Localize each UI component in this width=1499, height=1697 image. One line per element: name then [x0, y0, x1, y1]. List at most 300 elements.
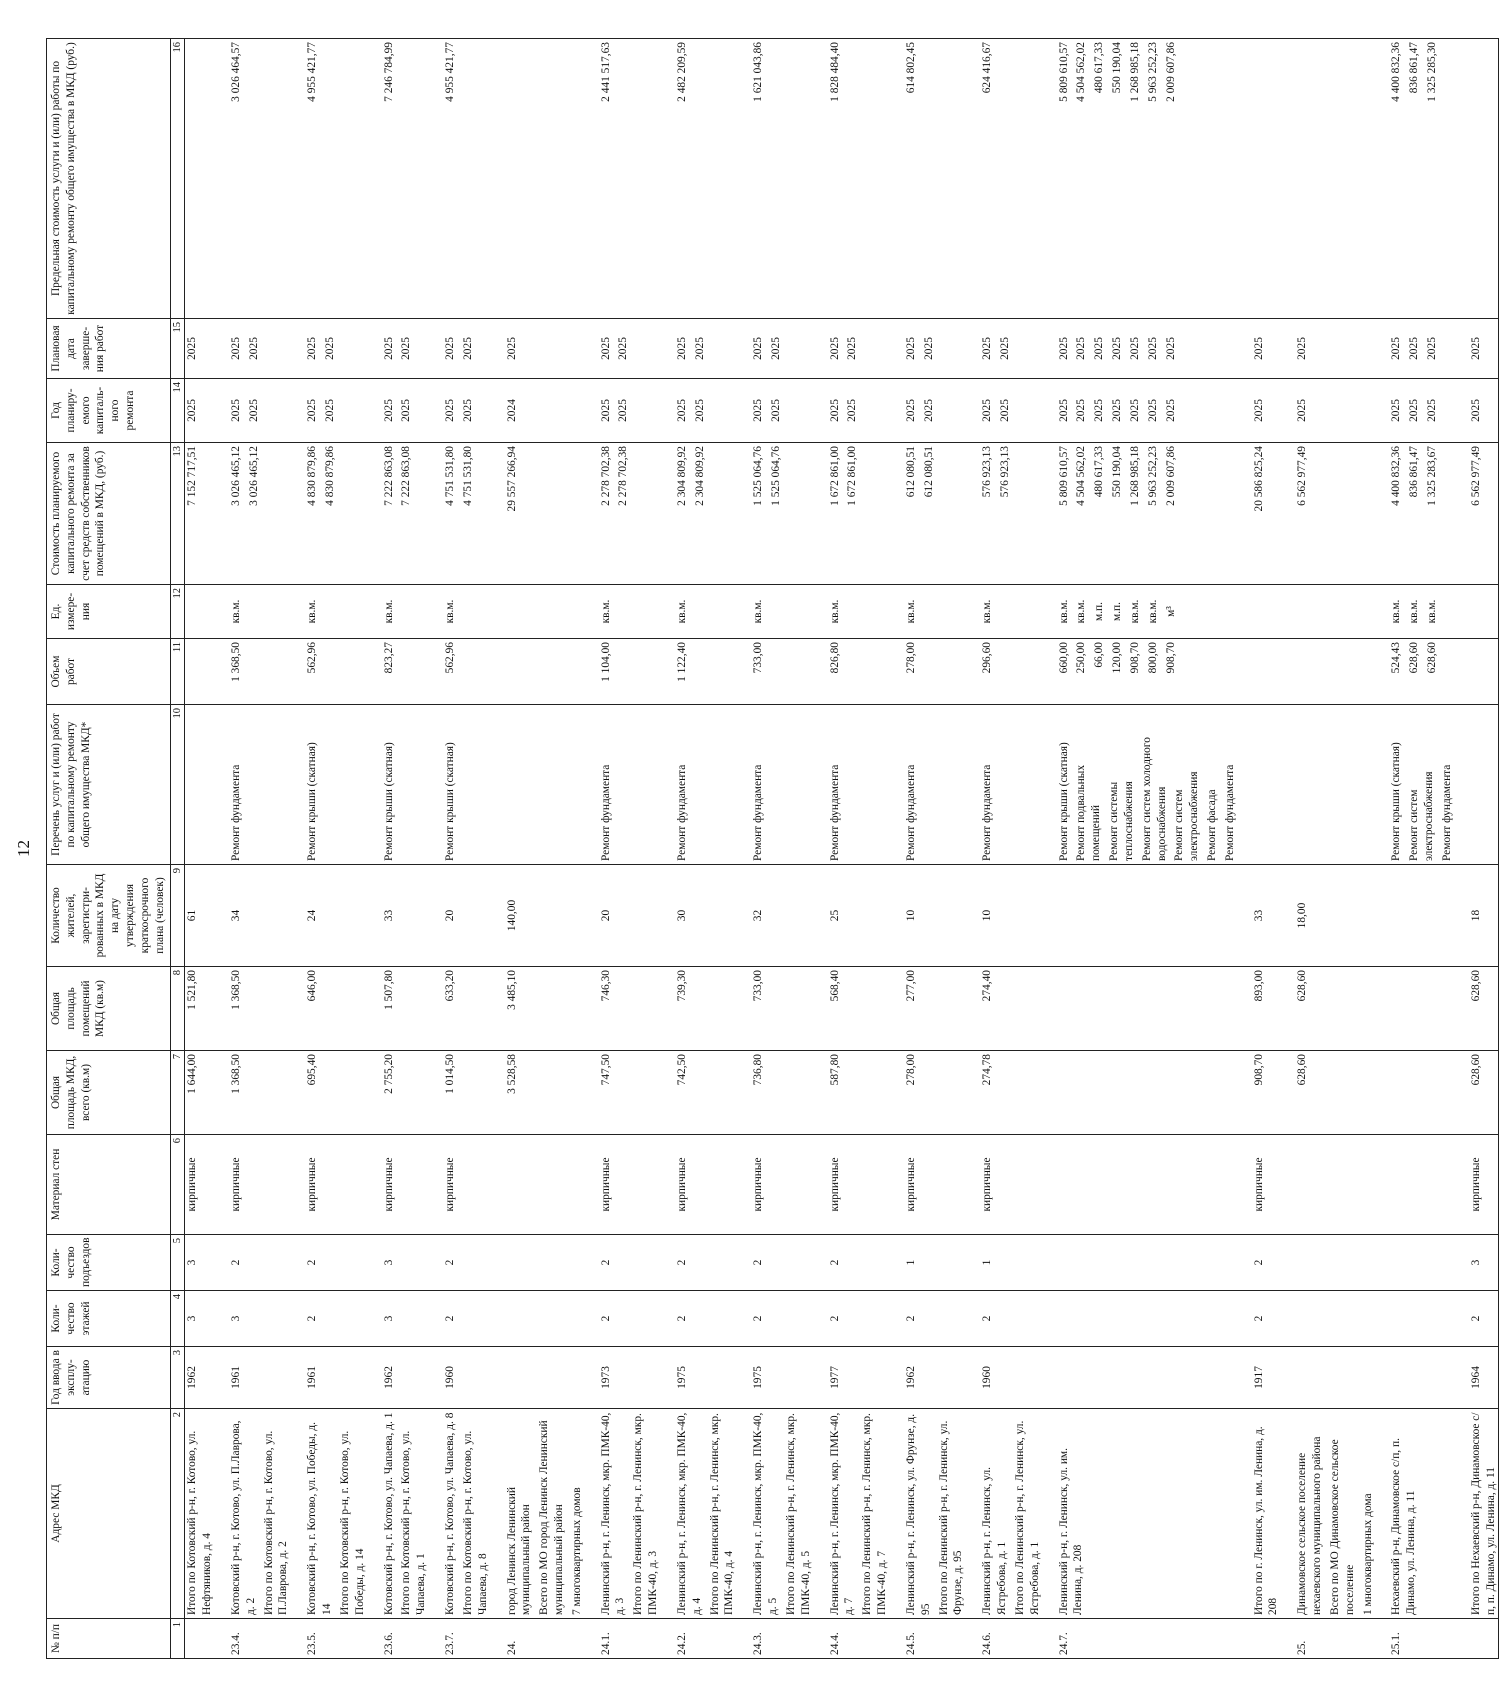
- unit-cell: [1043, 585, 1238, 639]
- address-cell: [661, 1409, 737, 1619]
- completion-date-cell-line: 2025: [1093, 337, 1106, 360]
- premises-area-cell: 1 521,80: [185, 967, 215, 1051]
- volume-cell-line: 733,00: [752, 642, 765, 674]
- premises-area-cell: 633,20: [429, 967, 490, 1051]
- limit-cost-cell: [429, 39, 490, 319]
- cost-cell: [661, 443, 737, 585]
- table-row: [661, 39, 737, 1659]
- completion-date-cell-line: 2025: [1164, 337, 1177, 360]
- unit-cell-line: кв.м.: [1426, 599, 1439, 624]
- planned-year-cell-line: 2025: [599, 399, 612, 422]
- cost-cell-line: 480 617,33: [1093, 446, 1106, 498]
- completion-date-cell-line: 2025: [752, 337, 765, 360]
- header-cell: Плановая дата заверше-ния работ: [47, 319, 171, 379]
- unit-cell: [429, 585, 490, 639]
- volume-cell-line: 628,60: [1408, 642, 1421, 674]
- completion-date-cell: [1043, 319, 1238, 379]
- column-number: 8: [170, 967, 185, 1051]
- cost-cell-line: 4 751 531,80: [461, 446, 474, 506]
- entrances-cell: 1: [890, 1235, 966, 1291]
- completion-date-cell-line: 2025: [770, 337, 783, 360]
- year-cell: 1960: [966, 1347, 1042, 1409]
- address-cell-line: Ленинский р-н, г. Ленинск, ул. Ястребова, д. 1: [981, 1467, 1009, 1615]
- unit-cell-line: кв.м.: [1146, 599, 1159, 624]
- residents-cell: 140,00: [491, 865, 585, 967]
- address-cell: [814, 1409, 890, 1619]
- completion-date-cell: [1375, 319, 1454, 379]
- volume-cell: [1281, 639, 1375, 705]
- header-cell: Перечень услуг и (или) работ по капитальному ремонту общего имущества МКД*: [47, 705, 171, 865]
- unit-cell-line: м.п.: [1093, 602, 1106, 621]
- total-area-cell: 1 368,50: [215, 1051, 291, 1135]
- limit-cost-cell: [1281, 39, 1375, 319]
- works-cell: [1043, 705, 1238, 865]
- unit-cell: [185, 585, 215, 639]
- planned-year-cell: [491, 379, 585, 443]
- limit-cost-cell-line: 3 026 464,57: [229, 42, 242, 102]
- residents-cell: 30: [661, 865, 737, 967]
- premises-area-cell: 274,40: [966, 967, 1042, 1051]
- entrances-cell: 2: [429, 1235, 490, 1291]
- volume-cell-line: 296,60: [981, 642, 994, 674]
- works-cell: [585, 705, 661, 865]
- volume-cell-line: 823,27: [382, 642, 395, 674]
- header-cell: № п/п: [47, 1619, 171, 1659]
- premises-area-cell: 893,00: [1238, 967, 1282, 1051]
- completion-date-cell-line: 2025: [981, 337, 994, 360]
- entrances-cell: 3: [185, 1235, 215, 1291]
- unit-cell: [291, 585, 367, 639]
- volume-cell: [890, 639, 966, 705]
- unit-cell-line: кв.м.: [1075, 599, 1088, 624]
- cost-cell-line: 6 562 977,49: [1296, 446, 1309, 506]
- entrances-cell: [1043, 1235, 1238, 1291]
- total-area-cell: 628,60: [1281, 1051, 1375, 1135]
- cost-cell-line: 1 525 064,76: [770, 446, 783, 506]
- planned-year-cell-line: 2025: [675, 399, 688, 422]
- row-number: [1455, 1619, 1499, 1659]
- wall-material-cell: кирпичные: [429, 1135, 490, 1235]
- unit-cell-line: м.п.: [1111, 602, 1124, 621]
- limit-cost-cell: [585, 39, 661, 319]
- address-cell: [429, 1409, 490, 1619]
- row-number: 24.2.: [661, 1619, 737, 1659]
- column-number: 7: [170, 1051, 185, 1135]
- address-cell-line: Ленинский р-н, г. Ленинск, мкр. ПМК-40, д. 4: [675, 1412, 703, 1615]
- unit-cell-line: кв.м.: [1128, 599, 1141, 624]
- residents-cell: 18,00: [1281, 865, 1375, 967]
- column-number: 12: [170, 585, 185, 639]
- table-row: [814, 39, 890, 1659]
- planned-year-cell-line: 2025: [904, 399, 917, 422]
- completion-date-cell: [890, 319, 966, 379]
- wall-material-cell: [491, 1135, 585, 1235]
- completion-date-cell: [291, 319, 367, 379]
- column-number: 4: [170, 1291, 185, 1347]
- planned-year-cell-line: 2025: [617, 399, 630, 422]
- header-cell: Стоимость планируемого капитального ремонта за счет средств собственников помещений в МКД, (руб.): [47, 443, 171, 585]
- limit-cost-cell: [966, 39, 1042, 319]
- table-row: [1455, 39, 1499, 1659]
- planned-year-cell: [215, 379, 291, 443]
- planned-year-cell-line: 2025: [999, 399, 1012, 422]
- address-cell-line: Ленинский р-н, г. Ленинск, ул. им. Ленина, д. 208: [1057, 1448, 1085, 1615]
- planned-year-cell-line: 2025: [1252, 399, 1265, 422]
- row-number: 24.: [491, 1619, 585, 1659]
- address-cell-line: Итого по Ленинский р-н, г. Ленинск, мкр. ПМК-40, д. 4: [708, 1413, 736, 1615]
- year-cell: [1043, 1347, 1238, 1409]
- volume-cell-line: 800,00: [1146, 642, 1159, 674]
- limit-cost-cell-line: 1 325 285,30: [1426, 42, 1439, 102]
- premises-area-cell: 628,60: [1455, 967, 1499, 1051]
- planned-year-cell-line: 2025: [1128, 399, 1141, 422]
- wall-material-cell: кирпичные: [215, 1135, 291, 1235]
- works-cell-line: Ремонт фасада: [1205, 789, 1218, 861]
- address-cell: [1238, 1409, 1282, 1619]
- wall-material-cell: кирпичные: [966, 1135, 1042, 1235]
- floors-cell: 2: [1455, 1291, 1499, 1347]
- planned-year-cell-line: 2025: [1146, 399, 1159, 422]
- completion-date-cell-line: 2025: [1469, 337, 1482, 360]
- volume-cell-line: 908,70: [1164, 642, 1177, 674]
- limit-cost-cell-line: 4 504 562,02: [1075, 42, 1088, 102]
- works-cell-line: Ремонт фундамента: [752, 764, 765, 861]
- limit-cost-cell-line: 4 955 421,77: [306, 42, 319, 102]
- floors-cell: [491, 1291, 585, 1347]
- address-cell-line: Итого по Котовский р-н, г. Котово, ул. П.Лаврова, д. 2: [262, 1430, 290, 1615]
- row-number: 23.7.: [429, 1619, 490, 1659]
- completion-date-cell-line: 2025: [1146, 337, 1159, 360]
- address-cell: [737, 1409, 813, 1619]
- floors-cell: 2: [291, 1291, 367, 1347]
- works-cell-line: Ремонт фундамента: [675, 764, 688, 861]
- cost-cell-line: 1 672 861,00: [846, 446, 859, 506]
- address-cell-line: Итого по Ленинский р-н, г. Ленинск, мкр. ПМК-40, д. 3: [632, 1413, 660, 1615]
- volume-cell-line: 524,43: [1390, 642, 1403, 674]
- entrances-cell: [1281, 1235, 1375, 1291]
- volume-cell: [966, 639, 1042, 705]
- planned-year-cell-line: 2025: [1469, 399, 1482, 422]
- volume-cell-line: 120,00: [1111, 642, 1124, 674]
- premises-area-cell: 739,30: [661, 967, 737, 1051]
- planned-year-cell: [966, 379, 1042, 443]
- limit-cost-cell-line: 7 246 784,99: [382, 42, 395, 102]
- total-area-cell: 274,78: [966, 1051, 1042, 1135]
- completion-date-cell-line: 2025: [444, 337, 457, 360]
- cost-cell-line: 1 672 861,00: [828, 446, 841, 506]
- cost-cell-line: 550 190,04: [1111, 446, 1124, 498]
- address-cell-line: Динамовское сельское поселение нехаевского муниципального района: [1296, 1436, 1324, 1615]
- wall-material-cell: кирпичные: [585, 1135, 661, 1235]
- volume-cell: [429, 639, 490, 705]
- table-row: [215, 39, 291, 1659]
- floors-cell: 2: [737, 1291, 813, 1347]
- planned-year-cell-line: 2025: [828, 399, 841, 422]
- works-cell: [737, 705, 813, 865]
- limit-cost-cell-line: 4 955 421,77: [444, 42, 457, 102]
- unit-cell: [737, 585, 813, 639]
- unit-cell-line: м³: [1164, 606, 1177, 617]
- entrances-cell: 2: [814, 1235, 890, 1291]
- entrances-cell: 2: [737, 1235, 813, 1291]
- floors-cell: 2: [429, 1291, 490, 1347]
- cost-cell: [185, 443, 215, 585]
- row-number: [1238, 1619, 1282, 1659]
- floors-cell: 2: [1238, 1291, 1282, 1347]
- page-number: 12: [14, 840, 33, 857]
- total-area-cell: 2 755,20: [368, 1051, 429, 1135]
- address-cell: [1455, 1409, 1499, 1619]
- header-cell: Ед. измере-ния: [47, 585, 171, 639]
- cost-cell: [585, 443, 661, 585]
- limit-cost-cell: [491, 39, 585, 319]
- row-number: 23.6.: [368, 1619, 429, 1659]
- total-area-cell: 908,70: [1238, 1051, 1282, 1135]
- cost-cell-line: 612 080,51: [904, 446, 917, 498]
- planned-year-cell-line: 2025: [1164, 399, 1177, 422]
- entrances-cell: 2: [215, 1235, 291, 1291]
- address-cell-line: Нехаевский р-н, Динамовское с/п, п. Динамо, ул. Ленина, д. 11: [1390, 1438, 1418, 1615]
- total-area-cell: 742,50: [661, 1051, 737, 1135]
- table-row: [491, 39, 585, 1659]
- cost-cell: [1238, 443, 1282, 585]
- address-cell-line: Котовский р-н, г. Котово, ул. Чапаева, д. 8: [444, 1412, 457, 1615]
- floors-cell: [1043, 1291, 1238, 1347]
- unit-cell: [368, 585, 429, 639]
- completion-date-cell: [215, 319, 291, 379]
- year-cell: 1961: [291, 1347, 367, 1409]
- cost-cell-line: 2 009 607,86: [1164, 446, 1177, 506]
- total-area-cell: 747,50: [585, 1051, 661, 1135]
- address-cell: [966, 1409, 1042, 1619]
- planned-year-cell: [368, 379, 429, 443]
- cost-cell-line: 1 525 064,76: [752, 446, 765, 506]
- address-cell-line: Итого по Котовский р-н, г. Котово, ул. Чапаева, д. 1: [400, 1430, 428, 1615]
- wall-material-cell: кирпичные: [890, 1135, 966, 1235]
- completion-date-cell-line: 2025: [1111, 337, 1124, 360]
- address-cell-line: Всего по МО город Ленинск Ленинский муниципальный район: [538, 1420, 565, 1615]
- premises-area-cell: 733,00: [737, 967, 813, 1051]
- works-cell-line: Ремонт фундамента: [1223, 764, 1236, 861]
- completion-date-cell-line: 2025: [846, 337, 859, 360]
- limit-cost-cell-line: 836 861,47: [1408, 42, 1421, 94]
- address-cell-line: Всего по МО Динамовское сельское поселение: [1328, 1439, 1356, 1615]
- completion-date-cell-line: 2025: [1057, 337, 1070, 360]
- column-number: 13: [170, 443, 185, 585]
- completion-date-cell-line: 2025: [1390, 337, 1403, 360]
- header-cell: Предельная стоимость услуги и (или) работы по капитальному ремонту общего имущества в МКД (руб.): [47, 39, 171, 319]
- cost-cell-line: 2 278 702,38: [599, 446, 612, 506]
- address-cell-line: Котовский р-н, г. Котово, ул. Чапаева, д. 1: [382, 1412, 395, 1615]
- completion-date-cell-line: 2025: [675, 337, 688, 360]
- header-cell: Материал стен: [47, 1135, 171, 1235]
- works-cell-line: Ремонт систем электроснабжения: [1173, 771, 1201, 861]
- table-row: [185, 39, 215, 1659]
- floors-cell: 3: [215, 1291, 291, 1347]
- address-cell-line: Итого по Нехаевский р-н, Динамовское с/п, п. Динамо, ул. Ленина, д. 11: [1469, 1412, 1497, 1615]
- header-row: [47, 39, 171, 1659]
- limit-cost-cell: [1455, 39, 1499, 319]
- row-number: 24.3.: [737, 1619, 813, 1659]
- cost-cell: [368, 443, 429, 585]
- address-cell-line: Ленинский р-н, г. Ленинск, ул. Фрунзе, д. 95: [904, 1413, 932, 1615]
- entrances-cell: [491, 1235, 585, 1291]
- year-cell: 1977: [814, 1347, 890, 1409]
- address-cell-line: Котовский р-н, г. Котово, ул. Победы, д. 14: [306, 1421, 334, 1615]
- completion-date-cell-line: 2025: [904, 337, 917, 360]
- planned-year-cell-line: 2025: [247, 399, 260, 422]
- unit-cell: [1238, 585, 1282, 639]
- table-body: [185, 39, 1499, 1659]
- cost-cell-line: 2 304 809,92: [675, 446, 688, 506]
- floors-cell: 2: [814, 1291, 890, 1347]
- residents-cell: 33: [1238, 865, 1282, 967]
- unit-cell-line: кв.м.: [981, 599, 994, 624]
- limit-cost-cell-line: 5 963 252,23: [1146, 42, 1159, 102]
- address-cell-line: 1 многоквартирных дома: [1361, 1493, 1374, 1615]
- cost-cell: [1043, 443, 1238, 585]
- cost-cell: [291, 443, 367, 585]
- cost-cell: [966, 443, 1042, 585]
- table-row: [890, 39, 966, 1659]
- table-row: [585, 39, 661, 1659]
- row-number: [185, 1619, 215, 1659]
- planned-year-cell: [661, 379, 737, 443]
- volume-cell-line: 562,96: [306, 642, 319, 674]
- cost-cell-line: 4 400 832,36: [1390, 446, 1403, 506]
- address-cell-line: Итого по Ленинский р-н, г. Ленинск, ул. Фрунзе, д. 95: [937, 1420, 965, 1615]
- total-area-cell: 628,60: [1455, 1051, 1499, 1135]
- entrances-cell: 2: [1238, 1235, 1282, 1291]
- cost-cell-line: 7 152 717,51: [186, 446, 199, 506]
- works-cell: [185, 705, 215, 865]
- volume-cell: [291, 639, 367, 705]
- unit-cell: [1281, 585, 1375, 639]
- cost-cell: [890, 443, 966, 585]
- column-number: 1: [170, 1619, 185, 1659]
- cost-cell-line: 576 923,13: [999, 446, 1012, 498]
- works-cell-line: Ремонт крыши (скатная): [382, 742, 395, 861]
- completion-date-cell: [585, 319, 661, 379]
- completion-date-cell: [1455, 319, 1499, 379]
- table-row: [368, 39, 429, 1659]
- wall-material-cell: кирпичные: [1238, 1135, 1282, 1235]
- header-cell: Адрес МКД: [47, 1409, 171, 1619]
- total-area-cell: 278,00: [890, 1051, 966, 1135]
- volume-cell-line: 278,00: [904, 642, 917, 674]
- limit-cost-cell-line: 1 621 043,86: [752, 42, 765, 102]
- address-cell-line: Ленинский р-н, г. Ленинск, мкр. ПМК-40, д. 7: [828, 1412, 856, 1615]
- volume-cell: [215, 639, 291, 705]
- works-cell: [291, 705, 367, 865]
- row-number: 24.5.: [890, 1619, 966, 1659]
- year-cell: 1975: [661, 1347, 737, 1409]
- volume-cell-line: 826,80: [828, 642, 841, 674]
- residents-cell: 18: [1455, 865, 1499, 967]
- works-cell-line: Ремонт крыши (скатная): [1057, 742, 1070, 861]
- planned-year-cell-line: 2025: [186, 399, 199, 422]
- planned-year-cell-line: 2025: [382, 399, 395, 422]
- total-area-cell: [1375, 1051, 1454, 1135]
- completion-date-cell: [1281, 319, 1375, 379]
- residents-cell: 34: [215, 865, 291, 967]
- works-cell: [966, 705, 1042, 865]
- residents-cell: 61: [185, 865, 215, 967]
- wall-material-cell: [1375, 1135, 1454, 1235]
- limit-cost-cell-line: 5 809 610,57: [1057, 42, 1070, 102]
- completion-date-cell-line: 2025: [505, 337, 518, 360]
- volume-cell-line: 660,00: [1057, 642, 1070, 674]
- planned-year-cell: [429, 379, 490, 443]
- total-area-cell: [1043, 1051, 1238, 1135]
- limit-cost-cell-line: 2 441 517,63: [599, 42, 612, 102]
- completion-date-cell-line: 2025: [1296, 337, 1309, 360]
- year-cell: [1281, 1347, 1375, 1409]
- works-cell: [1281, 705, 1375, 865]
- completion-date-cell: [737, 319, 813, 379]
- planned-year-cell-line: 2025: [693, 399, 706, 422]
- cost-cell-line: 6 562 977,49: [1469, 446, 1482, 506]
- completion-date-cell-line: 2025: [693, 337, 706, 360]
- volume-cell: [1238, 639, 1282, 705]
- works-cell-line: Ремонт крыши (скатная): [306, 742, 319, 861]
- unit-cell: [890, 585, 966, 639]
- floors-cell: 2: [585, 1291, 661, 1347]
- column-number: 2: [170, 1409, 185, 1619]
- year-cell: 1962: [185, 1347, 215, 1409]
- completion-date-cell-line: 2025: [599, 337, 612, 360]
- cost-cell-line: 2 278 702,38: [617, 446, 630, 506]
- volume-cell-line: 908,70: [1128, 642, 1141, 674]
- planned-year-cell-line: 2025: [981, 399, 994, 422]
- limit-cost-cell: [215, 39, 291, 319]
- planned-year-cell: [585, 379, 661, 443]
- completion-date-cell: [814, 319, 890, 379]
- unit-cell-line: кв.м.: [229, 599, 242, 624]
- planned-year-cell-line: 2025: [400, 399, 413, 422]
- volume-cell-line: 1 368,50: [229, 642, 242, 682]
- planned-year-cell: [814, 379, 890, 443]
- planned-year-cell-line: 2025: [1390, 399, 1403, 422]
- header-cell: Общая площадь помещений МКД (кв.м): [47, 967, 171, 1051]
- table-row: [966, 39, 1042, 1659]
- address-cell: [185, 1409, 215, 1619]
- table-row: [1281, 39, 1375, 1659]
- planned-year-cell-line: 2025: [1408, 399, 1421, 422]
- address-cell: [1375, 1409, 1454, 1619]
- residents-cell: [1375, 865, 1454, 967]
- wall-material-cell: [1281, 1135, 1375, 1235]
- planned-year-cell-line: 2025: [1111, 399, 1124, 422]
- cost-cell-line: 4 504 562,02: [1075, 446, 1088, 506]
- planned-year-cell-line: 2025: [1093, 399, 1106, 422]
- row-number: 24.4.: [814, 1619, 890, 1659]
- address-cell-line: город Ленинск Ленинский муниципальный район: [505, 1487, 533, 1615]
- cost-cell-line: 20 586 825,24: [1252, 446, 1265, 512]
- limit-cost-cell: [890, 39, 966, 319]
- address-cell-line: Итого по Котовский р-н, г. Котово, ул. Победы, д. 14: [338, 1430, 366, 1615]
- floors-cell: [1281, 1291, 1375, 1347]
- address-cell: [585, 1409, 661, 1619]
- completion-date-cell-line: 2025: [382, 337, 395, 360]
- limit-cost-cell: [291, 39, 367, 319]
- cost-cell-line: 2 304 809,92: [693, 446, 706, 506]
- cost-cell-line: 4 751 531,80: [444, 446, 457, 506]
- cost-cell-line: 1 268 985,18: [1128, 446, 1141, 506]
- table-row: [429, 39, 490, 1659]
- floors-cell: 2: [890, 1291, 966, 1347]
- cost-cell-line: 836 861,47: [1408, 446, 1421, 498]
